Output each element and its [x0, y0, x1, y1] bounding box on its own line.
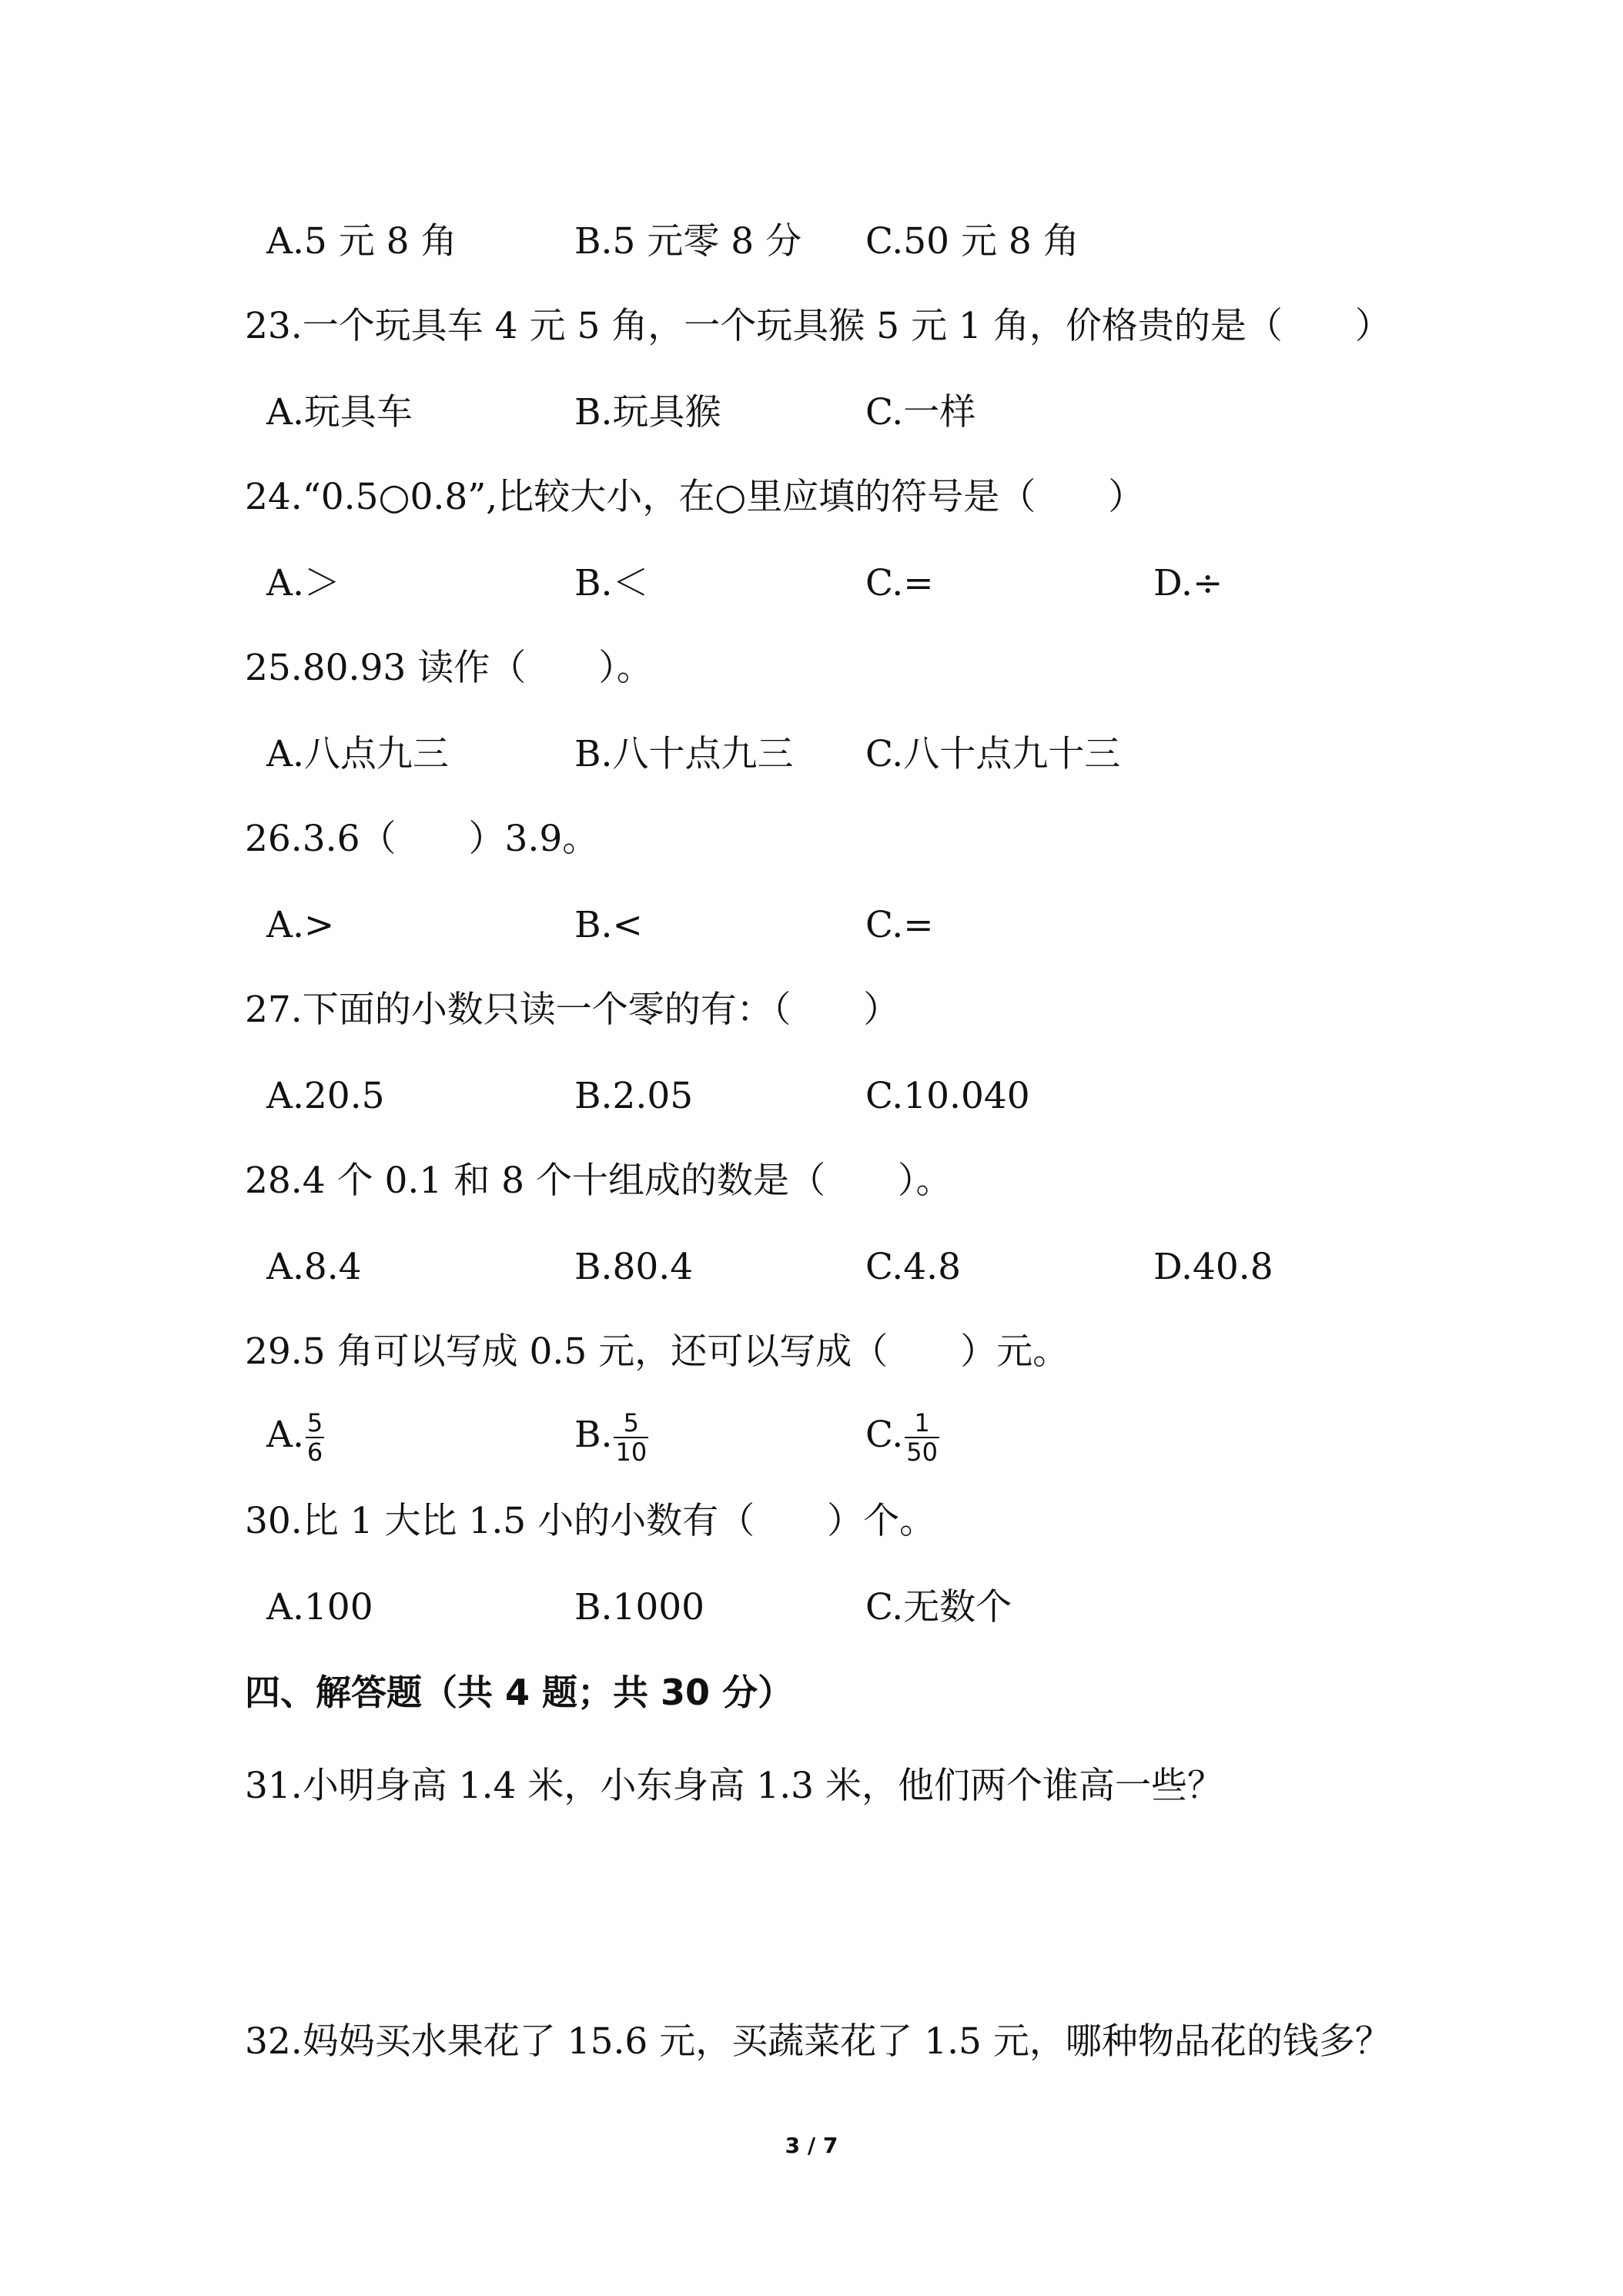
q30-option-b: B.1000 [574, 1586, 705, 1628]
q30-option-a: A.100 [266, 1586, 373, 1628]
q29-option-b-prefix: B. [574, 1414, 613, 1456]
q23-option-a: A.玩具车 [266, 391, 413, 433]
q29-option-b-denominator: 10 [615, 1438, 648, 1467]
q29-option-c-fraction [905, 1409, 939, 1466]
q22-option-c: C.50 元 8 角 [865, 220, 1079, 263]
q26-option-b: B.< [574, 904, 643, 946]
q29-option-a-prefix: A. [266, 1414, 304, 1456]
q29-option-a [266, 1409, 324, 1466]
q28-option-a: A.8.4 [266, 1246, 362, 1288]
q30-stem: 30.比 1 大比 1.5 小的小数有（ ）个。 [245, 1500, 936, 1542]
page-number: 3 / 7 [785, 2133, 838, 2158]
q26-stem: 26.3.6（ ）3.9。 [245, 818, 599, 860]
q27-option-a: A.20.5 [266, 1075, 385, 1117]
q27-stem: 27.下面的小数只读一个零的有：（ ） [245, 989, 900, 1031]
q23-stem: 23.一个玩具车 4 元 5 角，一个玩具猴 5 元 1 角，价格贵的是（ ） [245, 305, 1391, 347]
q28-stem: 28.4 个 0.1 和 8 个十组成的数是（ ）。 [245, 1160, 952, 1202]
q25-option-c: C.八十点九十三 [865, 733, 1121, 775]
q29-stem: 29.5 角可以写成 0.5 元，还可以写成（ ）元。 [245, 1330, 1069, 1373]
q24-option-b: B.＜ [574, 562, 649, 604]
q31-stem: 31.小明身高 1.4 米，小东身高 1.3 米，他们两个谁高一些？ [245, 1765, 1223, 1807]
q26-option-a: A.> [266, 904, 335, 946]
q29-option-b-numerator: 5 [614, 1409, 648, 1438]
q27-option-b: B.2.05 [574, 1075, 694, 1117]
q29-option-a-fraction [306, 1409, 324, 1466]
q24-option-d: D.÷ [1153, 562, 1223, 604]
q29-option-c-numerator: 1 [905, 1409, 939, 1438]
q29-option-c [865, 1409, 939, 1466]
q29-option-b-fraction [614, 1409, 648, 1466]
q25-stem: 25.80.93 读作（ ）。 [245, 647, 653, 689]
q29-option-c-denominator: 50 [906, 1438, 938, 1467]
q22-option-a: A.5 元 8 角 [266, 220, 457, 263]
q29-option-a-numerator: 5 [306, 1408, 323, 1438]
section-heading: 四、解答题（共 4 题；共 30 分） [245, 1672, 794, 1713]
q24-stem: 24.“0.5○0.8”,比较大小，在○里应填的符号是（ ） [245, 476, 1145, 518]
q23-option-c: C.一样 [865, 391, 976, 433]
q28-option-d: D.40.8 [1153, 1246, 1273, 1288]
q23-option-b: B.玩具猴 [574, 391, 721, 433]
q29-option-a-denominator: 6 [306, 1438, 323, 1467]
q29-option-b [574, 1409, 648, 1466]
q24-option-a: A.＞ [266, 562, 340, 604]
q25-option-b: B.八十点九三 [574, 733, 794, 775]
q32-stem: 32.妈妈买水果花了 15.6 元，买蔬菜花了 1.5 元，哪种物品花的钱多？ [245, 2020, 1391, 2063]
q29-option-c-prefix: C. [865, 1414, 904, 1456]
q28-option-c: C.4.8 [865, 1246, 961, 1288]
q30-option-c: C.无数个 [865, 1586, 1012, 1628]
q26-option-c: C.= [865, 904, 934, 946]
q22-option-b: B.5 元零 8 分 [574, 220, 802, 263]
q27-option-c: C.10.040 [865, 1075, 1030, 1117]
q25-option-a: A.八点九三 [266, 733, 449, 775]
q28-option-b: B.80.4 [574, 1246, 694, 1288]
q24-option-c: C.= [865, 562, 934, 604]
